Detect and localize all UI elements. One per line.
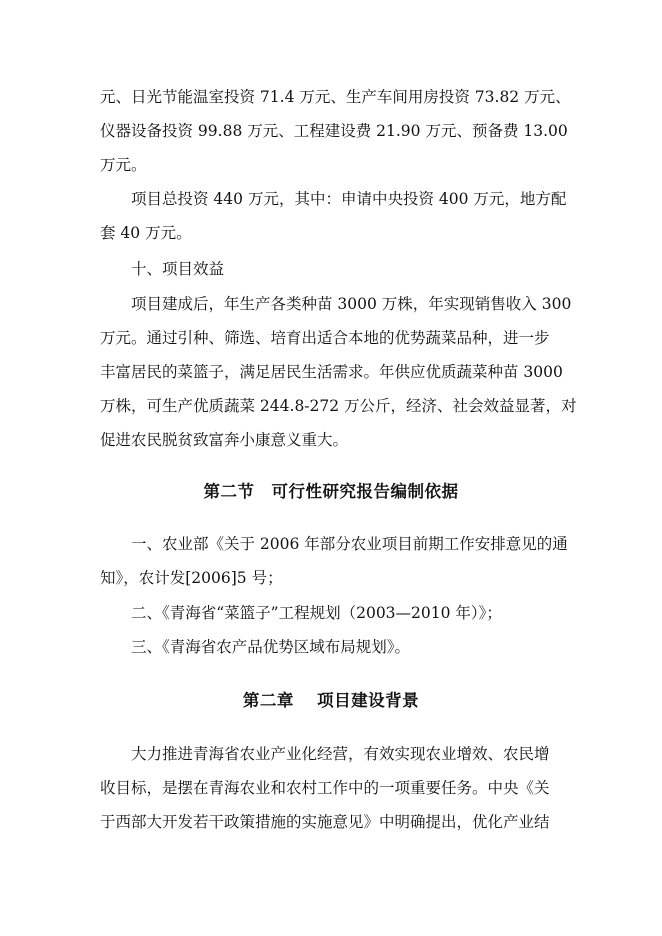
text-line: 于西部大开发若干政策措施的实施意见》中明确提出，优化产业结 <box>100 813 550 831</box>
text-line: 套 40 万元。 <box>100 224 192 242</box>
section-heading: 第二节 可行性研究报告编制依据 <box>203 482 459 501</box>
text-line: 项目建成后，年生产各类种苗 3000 万株，年实现销售收入 300 <box>100 295 572 313</box>
text-line: 仪器设备投资 99.88 万元、工程建设费 21.90 万元、预备费 13.00 <box>100 122 568 140</box>
text-line: 知》，农计发[2006]5 号； <box>100 569 283 587</box>
text-line: 大力推进青海省农业产业化经营，有效实现农业增效、农民增 <box>100 745 550 763</box>
text-line: 万元。 <box>100 156 147 174</box>
text-line: 万元。通过引种、筛选、培育出适合本地的优势蔬菜品种，进一步 <box>100 329 550 347</box>
text-line: 一、农业部《关于 2006 年部分农业项目前期工作安排意见的通 <box>100 535 568 553</box>
text-line: 万株，可生产优质蔬菜 244.8-272 万公斤，经济、社会效益显著，对 <box>100 397 577 415</box>
text-line: 十、项目效益 <box>100 260 225 278</box>
text-line: 元、日光节能温室投资 71.4 万元、生产车间用房投资 73.82 万元、 <box>100 88 571 106</box>
text-line: 项目总投资 440 万元，其中：申请中央投资 400 万元，地方配 <box>100 190 567 208</box>
text-line: 二、《青海省“菜篮子”工程规划（2003—2010 年）》； <box>100 604 502 622</box>
chapter-heading: 第二章 项目建设背景 <box>242 691 420 710</box>
text-line: 收目标，是摆在青海农业和农村工作中的一项重要任务。中央《关 <box>100 779 550 797</box>
text-line: 丰富居民的菜篮子，满足居民生活需求。年供应优质蔬菜种苗 3000 <box>100 363 563 381</box>
text-line: 三、《青海省农产品优势区域布局规划》。 <box>100 638 411 656</box>
text-line: 促进农民脱贫致富奔小康意义重大。 <box>100 431 349 449</box>
